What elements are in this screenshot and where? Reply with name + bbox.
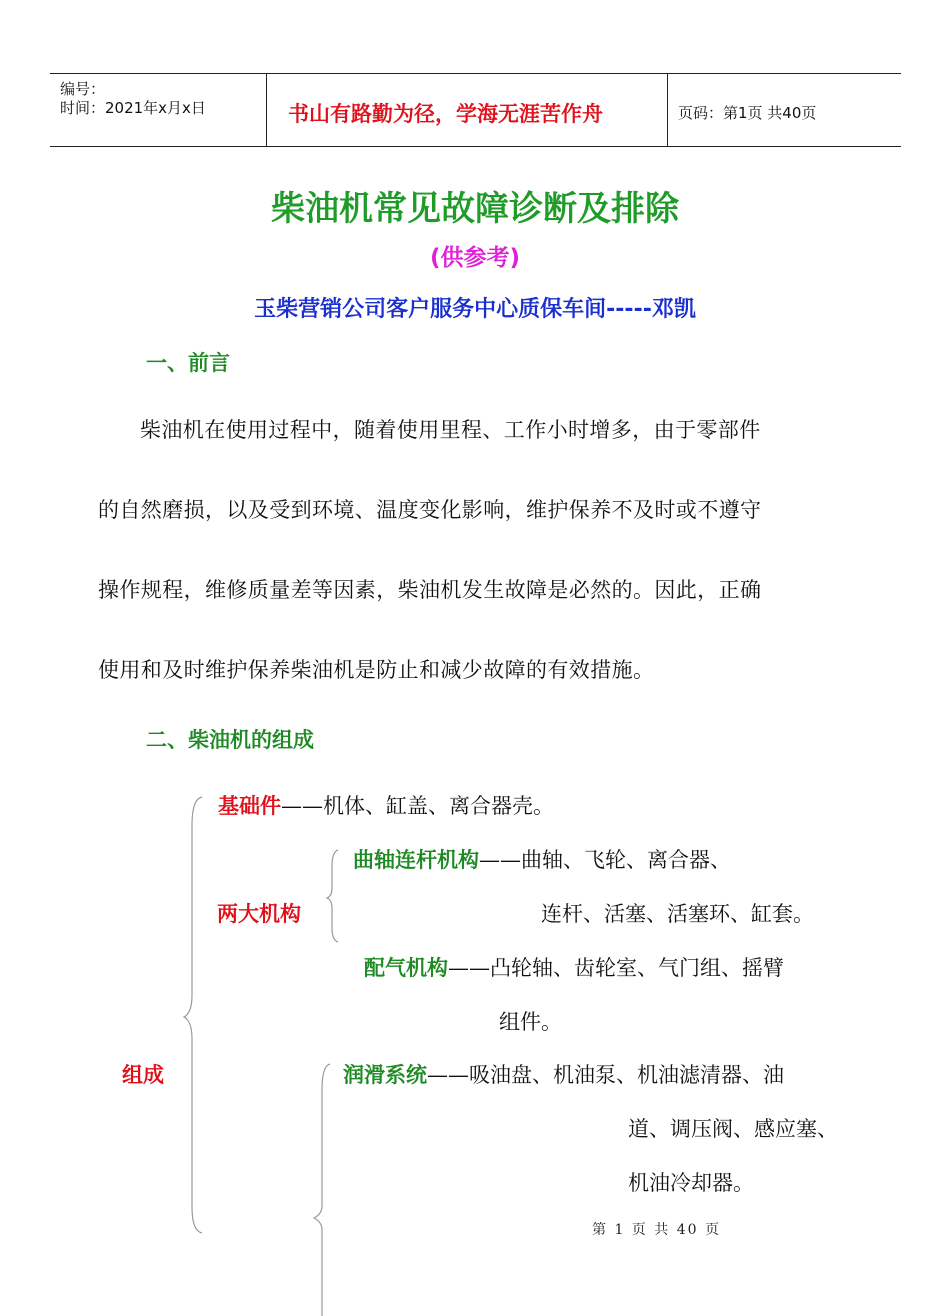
paragraph-line-3: 操作规程，维修质量差等因素，柴油机发生故障是必然的。因此，正确 <box>98 578 762 602</box>
system-brace-icon <box>310 1062 334 1316</box>
header-top-rule <box>50 73 901 74</box>
page-footer: 第 1 页 共 40 页 <box>592 1222 721 1238</box>
document-author: 玉柴营销公司客户服务中心质保车间-----邓凯 <box>254 297 696 322</box>
lubrication-system-text-2: 道、调压阀、感应塞、 <box>628 1117 838 1141</box>
tree-basic-row <box>218 790 554 820</box>
basic-parts-text: ——机体、缸盖、离合器壳。 <box>281 794 554 818</box>
tree-root-label: 组成 <box>122 1063 164 1087</box>
valve-mechanism-text-1: ——凸轮轴、齿轮室、气门组、摇臂 <box>448 956 784 980</box>
outer-brace-icon <box>180 795 210 1235</box>
crank-mechanism-label: 曲轴连杆机构 <box>353 848 479 872</box>
paragraph-line-4: 使用和及时维护保养柴油机是防止和减少故障的有效措施。 <box>98 658 655 682</box>
header-motto: 书山有路勤为径，学海无涯苦作舟 <box>288 102 603 126</box>
paragraph-line-1: 柴油机在使用过程中，随着使用里程、工作小时增多，由于零部件 <box>140 418 761 442</box>
crank-mechanism-text-1: ——曲轴、飞轮、离合器、 <box>479 848 731 872</box>
paragraph-line-2: 的自然磨损，以及受到环境、温度变化影响，维护保养不及时或不遵守 <box>98 498 762 522</box>
mechanism-brace-icon <box>326 848 346 944</box>
header-divider-left <box>266 73 267 147</box>
lubrication-system-label: 润滑系统 <box>343 1063 427 1087</box>
crank-mechanism-text-2: 连杆、活塞、活塞环、缸套。 <box>541 902 814 926</box>
lubrication-system-text-3: 机油冷却器。 <box>628 1171 754 1195</box>
valve-mechanism-label: 配气机构 <box>364 956 448 980</box>
header-bottom-rule <box>50 146 901 147</box>
section-2-heading: 二、柴油机的组成 <box>146 728 314 752</box>
crank-row <box>353 844 731 874</box>
header-time-label: 时间：2021年x月x日 <box>60 99 206 117</box>
valve-mechanism-text-2: 组件。 <box>499 1010 562 1034</box>
document-title: 柴油机常见故障诊断及排除 <box>271 189 679 229</box>
two-mechanisms-label: 两大机构 <box>217 902 301 926</box>
section-1-heading: 一、前言 <box>146 351 230 375</box>
basic-parts-label: 基础件 <box>218 794 281 818</box>
header-divider-right <box>667 73 668 147</box>
header-page-info: 页码：第1页 共40页 <box>678 104 817 122</box>
valve-row <box>364 952 784 982</box>
lube-row <box>343 1059 784 1089</box>
document-subtitle: (供参考) <box>429 245 521 271</box>
header-number-label: 编号： <box>60 80 106 98</box>
lubrication-system-text-1: ——吸油盘、机油泵、机油滤清器、油 <box>427 1063 784 1087</box>
